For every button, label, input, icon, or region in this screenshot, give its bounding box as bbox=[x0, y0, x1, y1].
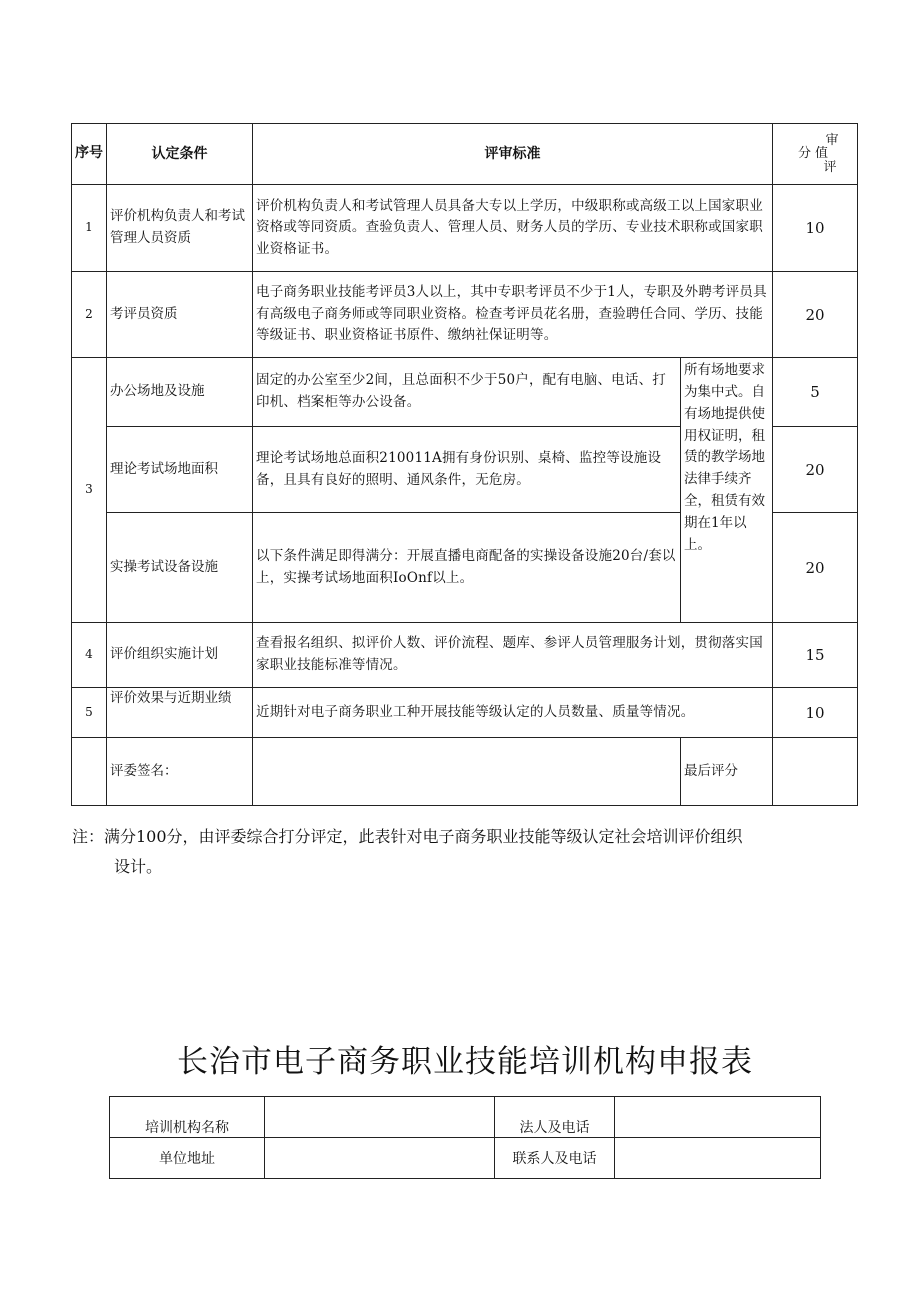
address-field[interactable] bbox=[265, 1138, 495, 1179]
table-row bbox=[72, 358, 858, 427]
footnote bbox=[72, 822, 862, 882]
table-row bbox=[72, 623, 858, 688]
contact-phone-label: 联系人及电话 bbox=[495, 1138, 615, 1179]
footnote-line-2: 设计。 bbox=[114, 857, 163, 876]
row-score: 20 bbox=[773, 513, 858, 623]
row-standard: 以下条件满足即得满分：开展直播电商配备的实操设备设施20台/套以上，实操考试场地面积IoOnf以上。 bbox=[253, 513, 681, 623]
row-number: 2 bbox=[72, 272, 107, 358]
row-condition: 评价效果与近期业绩 bbox=[107, 688, 253, 738]
evaluation-table bbox=[71, 123, 858, 806]
contact-phone-field[interactable] bbox=[615, 1138, 821, 1179]
row-standard: 电子商务职业技能考评员3人以上，其中专职考评员不少于1人，专职及外聘考评员具有高级电子商务师或等同职业资格。检查考评员花名册，查验聘任合同、学历、技能等级证书、职业资格证书原件、缴纳社保证明等。 bbox=[253, 272, 773, 358]
row-score: 10 bbox=[773, 688, 858, 738]
row-score: 20 bbox=[773, 272, 858, 358]
header-score-char-3: 评 bbox=[823, 159, 837, 175]
legal-phone-field[interactable] bbox=[615, 1097, 821, 1138]
row-score: 10 bbox=[773, 185, 858, 272]
header-score bbox=[773, 124, 858, 185]
signature-field[interactable] bbox=[253, 738, 681, 806]
row-number: 1 bbox=[72, 185, 107, 272]
header-condition: 认定条件 bbox=[107, 124, 253, 185]
table-row bbox=[72, 272, 858, 358]
venue-requirement-note: 所有场地要求为集中式。自有场地提供使用权证明，租赁的教学场地法律手续齐全，租赁有效期在1年以上。 bbox=[681, 358, 773, 623]
row-standard: 评价机构负责人和考试管理人员具备大专以上学历，中级职称或高级工以上国家职业资格或等同资质。查验负责人、管理人员、财务人员的学历、专业技术职称或国家职业资格证书。 bbox=[253, 185, 773, 272]
row-number: 5 bbox=[72, 688, 107, 738]
row-score: 15 bbox=[773, 623, 858, 688]
table-row bbox=[72, 688, 858, 738]
signature-blank-cell bbox=[72, 738, 107, 806]
row-standard: 固定的办公室至少2间，且总面积不少于50户，配有电脑、电话、打印机、档案柜等办公设备。 bbox=[253, 358, 681, 427]
row-standard: 理论考试场地总面积210011A拥有身份识别、桌椅、监控等设施设备，且具有良好的照明、通风条件，无危房。 bbox=[253, 427, 681, 513]
footnote-line-1: 注：满分100分，由评委综合打分评定，此表针对电子商务职业技能等级认定社会培训评价组织 bbox=[72, 827, 743, 846]
form-row bbox=[110, 1097, 821, 1138]
address-label: 单位地址 bbox=[110, 1138, 265, 1179]
row-condition: 办公场地及设施 bbox=[107, 358, 253, 427]
row-condition: 实操考试设备设施 bbox=[107, 513, 253, 623]
application-form-table bbox=[109, 1096, 821, 1179]
header-seq: 序号 bbox=[72, 124, 107, 185]
row-condition: 评价组织实施计划 bbox=[107, 623, 253, 688]
final-score-field[interactable] bbox=[773, 738, 858, 806]
org-name-field[interactable] bbox=[265, 1097, 495, 1138]
signature-label: 评委签名： bbox=[107, 738, 253, 806]
row-score: 20 bbox=[773, 427, 858, 513]
row-number: 3 bbox=[72, 358, 107, 623]
final-score-label: 最后评分 bbox=[681, 738, 773, 806]
row-standard: 近期针对电子商务职业工种开展技能等级认定的人员数量、质量等情况。 bbox=[253, 688, 773, 738]
header-score-char-1: 审 bbox=[825, 132, 839, 148]
header-standard: 评审标准 bbox=[253, 124, 773, 185]
row-condition: 评价机构负责人和考试管理人员资质 bbox=[107, 185, 253, 272]
row-number: 4 bbox=[72, 623, 107, 688]
org-name-label: 培训机构名称 bbox=[110, 1097, 265, 1138]
row-standard: 查看报名组织、拟评价人数、评价流程、题库、参评人员管理服务计划，贯彻落实国家职业技能标准等情况。 bbox=[253, 623, 773, 688]
header-score-char-2: 分值 bbox=[797, 146, 832, 162]
row-condition: 理论考试场地面积 bbox=[107, 427, 253, 513]
legal-phone-label: 法人及电话 bbox=[495, 1097, 615, 1138]
table-row bbox=[72, 185, 858, 272]
row-condition: 考评员资质 bbox=[107, 272, 253, 358]
signature-row bbox=[72, 738, 858, 806]
row-score: 5 bbox=[773, 358, 858, 427]
form-title: 长治市电子商务职业技能培训机构申报表 bbox=[177, 1044, 753, 1080]
form-row bbox=[110, 1138, 821, 1179]
